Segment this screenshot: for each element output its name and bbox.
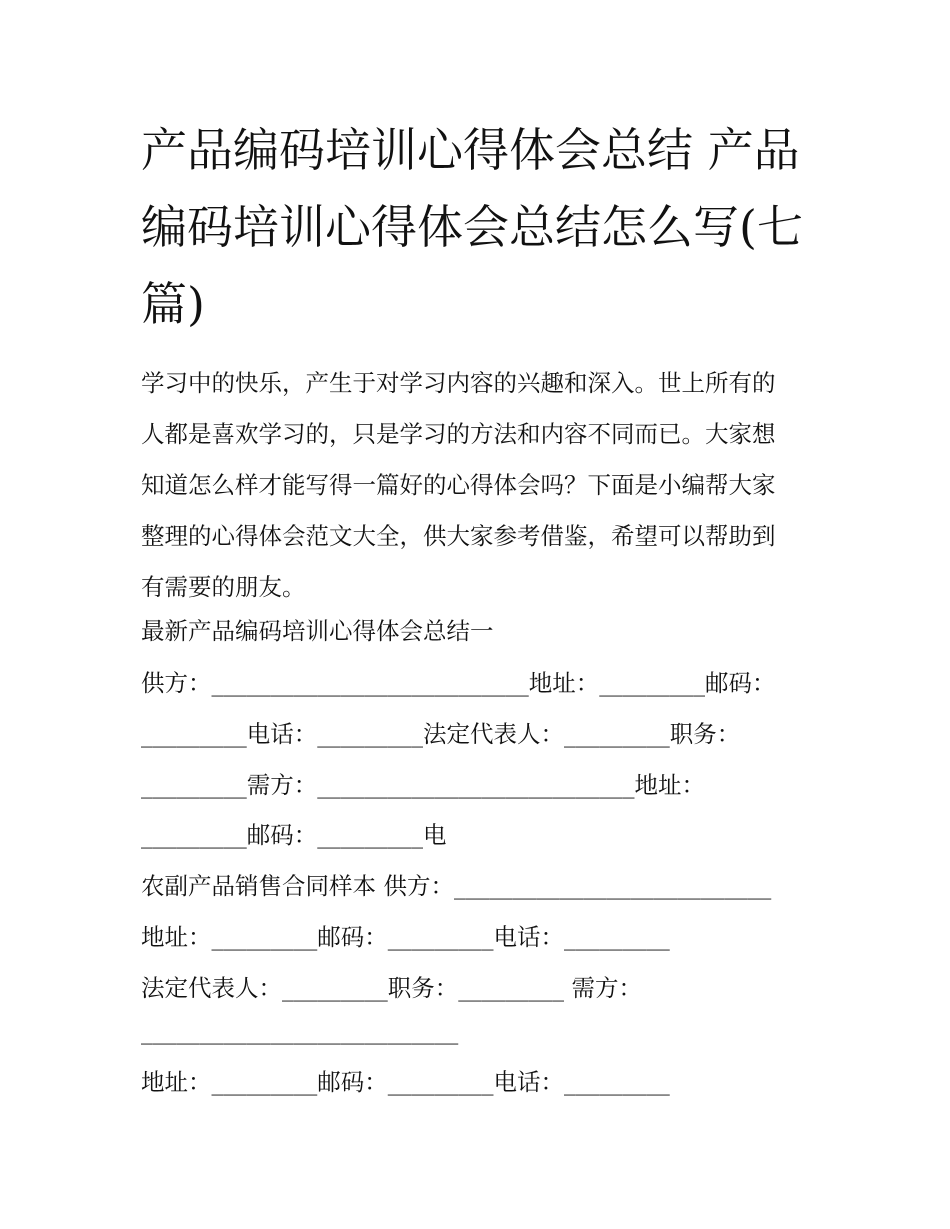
section-heading: 最新产品编码培训心得体会总结一	[141, 617, 494, 645]
intro-line: 有需要的朋友。	[141, 573, 306, 601]
intro-line: 整理的心得体会范文大全，供大家参考借鉴，希望可以帮助到	[141, 522, 776, 550]
contract-line: _________电话：_________法定代表人：_________职务：	[141, 720, 741, 748]
contract-line: ___________________________	[141, 1017, 459, 1045]
contract-line: 地址：_________邮码：_________电话：_________	[141, 923, 670, 951]
intro-line: 人都是喜欢学习的，只是学习的方法和内容不同而已。大家想	[141, 420, 776, 448]
contract-line: 地址：_________邮码：_________电话：_________	[141, 1068, 670, 1096]
contract-line: 法定代表人：_________职务：_________ 需方：	[141, 974, 642, 1002]
intro-paragraph	[141, 358, 821, 613]
contract-line: _________邮码：_________电	[141, 821, 447, 849]
document-title: 产品编码培训心得体会总结 产品编码培训心得体会总结怎么写(七篇)	[141, 123, 803, 331]
contract-line: 农副产品销售合同样本 供方：___________________________	[141, 872, 772, 900]
contract-line: 供方：___________________________地址：_________邮码：	[141, 669, 776, 697]
intro-line: 知道怎么样才能写得一篇好的心得体会吗？下面是小编帮大家	[141, 471, 776, 499]
contract-line: _________需方：___________________________地址：	[141, 771, 705, 799]
intro-line: 学习中的快乐，产生于对学习内容的兴趣和深入。世上所有的	[141, 369, 776, 397]
